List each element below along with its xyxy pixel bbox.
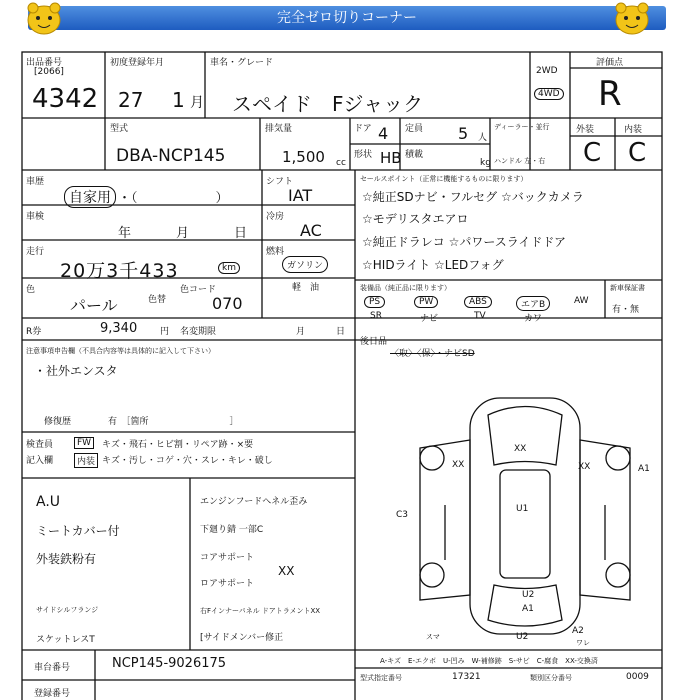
remark-right-mark: XX [278, 564, 295, 578]
recycle-label: R券 [26, 327, 42, 337]
equip-tv: TV [474, 311, 486, 321]
diagram-mark-xx-top: XX [514, 444, 527, 454]
grade-int-value: C [628, 138, 647, 168]
registration-label: 初度登録年月 [110, 58, 165, 68]
fuel-alt: 軽 油 [292, 283, 320, 293]
equip-aw: AW [574, 296, 589, 306]
remark-right-2: 下廻り錆 一部C [200, 525, 264, 535]
ac-label: 冷房 [266, 212, 285, 222]
grade-ext-label: 外装 [576, 125, 595, 135]
diagram-mark-u2-rear: U2 [516, 632, 529, 642]
model-label: 型式 [110, 124, 129, 134]
color-value: パール [70, 296, 118, 315]
capacity-unit: 人 [478, 133, 488, 143]
fw-text: キズ・飛石・ヒビ割・リペア跡・×要 [102, 440, 254, 450]
sellpoint-2: ☆モデリスタエアロ [362, 212, 469, 226]
remark-left-1: A.U [36, 494, 61, 510]
inspection-year-unit: 年 [118, 226, 132, 241]
sellpoint-3: ☆純正ドラレコ ☆パワースライドドア [362, 235, 567, 249]
color-code: 070 [212, 294, 243, 313]
fw-tag: FW [74, 437, 94, 449]
remark-left-3: 外装鉄粉有 [36, 552, 97, 566]
notes-entry: ・社外エンスタ [34, 364, 118, 378]
model-designation-value: 17321 [452, 672, 481, 682]
remark-right-5: 右Fインナーパネル ドアトラメントXX [200, 607, 321, 615]
equip-navi: ナビ [420, 314, 439, 324]
grade-ext-value: C [583, 138, 602, 168]
category-rest: ・（ ） [118, 191, 229, 206]
banner-title: 完全ゼロ切りコーナー [277, 10, 417, 26]
diagram-legend: A-キズ E-エクボ U-凹み W-補修跡 S-サビ C-腐食 XX-交換済 [380, 657, 598, 665]
dealer-line2: ハンドル 左・右 [494, 157, 546, 165]
model-designation-label: 型式指定番号 [360, 674, 402, 682]
plate-label: 車台番号 [34, 663, 71, 673]
aftermarket-value: 〈取〉〈保〉・ナビSD [390, 349, 475, 359]
engine-label: 排気量 [265, 124, 293, 134]
remark-right-3: コアサポート [200, 553, 255, 563]
category-label: 車歴 [26, 177, 45, 187]
engine-unit: cc [336, 158, 346, 168]
shift-value: IAT [288, 186, 313, 205]
repair-label: 修復歴 [44, 417, 72, 427]
inspector-label1: 検査員 [26, 440, 54, 450]
capacity-value: 5 [458, 124, 469, 143]
category-value: 自家用 [64, 186, 116, 208]
color-label: 色 [26, 285, 36, 295]
diagram-mark-crack: ワレ [576, 639, 590, 647]
diagram-mark-a1-rear: A1 [522, 604, 534, 614]
in-tag: 内装 [74, 453, 98, 468]
mileage-value: 20万3千433 [60, 260, 179, 282]
class-label: 類別区分番号 [530, 674, 572, 682]
equip-abs: ABS [464, 296, 492, 308]
shift-label: シフト [266, 177, 294, 187]
diagram-mark-smartkey: スマ [426, 633, 440, 641]
equipment-label: 装備品（純正品に限ります） [360, 284, 451, 292]
equip-sr: SR [370, 311, 382, 321]
registration-year: 27 [118, 88, 144, 112]
doors-value: 4 [378, 124, 389, 143]
lot-code: [2066] [34, 67, 64, 77]
remark-right-6: [サイドメンバー修正 [200, 633, 284, 643]
diagram-mark-u2: U2 [522, 590, 535, 600]
warranty-label: 新車保証書 [610, 284, 645, 292]
model-value: DBA-NCP145 [116, 146, 226, 166]
lot-number: 4342 [32, 84, 99, 114]
plate-value: NCP145-9026175 [112, 656, 227, 671]
engine-value: 1,500 [282, 148, 325, 166]
color-change-label: 色替 [148, 295, 167, 305]
grade-label: 評価点 [596, 58, 624, 68]
sellpoint-4: ☆HIDライト ☆LEDフォグ [362, 258, 504, 272]
in-text: キズ・汚し・コゲ・穴・スレ・キレ・破し [102, 456, 273, 466]
inspection-month-unit: 月 [176, 226, 190, 241]
equip-leather: カワ [524, 314, 543, 324]
shape-value: HB [380, 149, 402, 167]
recycle-value: 9,340 [100, 321, 138, 336]
recycle-day-unit: 日 [336, 327, 346, 337]
remark-right-1: エンジンフードへネル歪み [200, 497, 308, 507]
inspector-label2: 記入欄 [26, 456, 54, 466]
aftermarket-label: 後日品 [360, 337, 388, 347]
remark-right-4: ロアサポート [200, 579, 255, 589]
color-code-label: 色コード [180, 285, 217, 295]
diagram-mark-xx-right: XX [578, 462, 591, 472]
grade-value: R [598, 74, 622, 114]
remark-left-4: サイドシルフランジ [36, 606, 99, 614]
drive-2wd: 2WD [536, 66, 558, 76]
bottom-label: 登録番号 [34, 689, 71, 699]
recycle-deadline-label: 名変期限 [180, 327, 217, 337]
registration-month: 1 [172, 88, 185, 112]
diagram-mark-c3: C3 [396, 510, 409, 520]
doors-label: ドア [354, 124, 372, 134]
fuel-label: 燃料 [266, 247, 285, 257]
sellpoint-label: セールスポイント（正常に機能するものに限ります） [360, 175, 528, 183]
diagram-mark-xx-left: XX [452, 460, 465, 470]
recycle-month-unit: 月 [296, 327, 306, 337]
warranty-value: 有・無 [612, 305, 640, 315]
sellpoint-1: ☆純正SDナビ・フルセグ ☆バックカメラ [362, 190, 584, 204]
capacity-label: 定員 [405, 124, 424, 134]
notes-label: 注意事項申告欄（不具合内容等は具体的に記入して下さい） [26, 347, 215, 355]
mileage-unit: km [218, 262, 240, 274]
diagram-mark-a1-right: A1 [638, 464, 650, 474]
car-name: スペイド Fジャック [232, 92, 424, 116]
ac-value: AC [300, 221, 322, 240]
inspection-label: 車検 [26, 212, 45, 222]
equip-airbag: エアB [516, 296, 550, 311]
remark-left-5: スケットレスT [36, 635, 95, 645]
grade-int-label: 内装 [624, 125, 643, 135]
mileage-label: 走行 [26, 247, 45, 257]
shape-label: 形状 [354, 150, 373, 160]
lot-label: 出品番号 [26, 58, 63, 68]
equip-ps: PS [364, 296, 385, 308]
drive-4wd: 4WD [534, 88, 564, 100]
remark-left-2: ミートカバー付 [36, 524, 120, 538]
recycle-unit: 円 [160, 327, 170, 337]
load-label: 積載 [405, 150, 424, 160]
equip-pw: PW [414, 296, 438, 308]
car-name-label: 車名・グレード [210, 58, 274, 68]
inspection-day-unit: 日 [234, 226, 248, 241]
registration-month-unit: 月 [190, 95, 204, 111]
class-value: 0009 [626, 672, 649, 682]
fuel-value: ガソリン [282, 256, 328, 273]
load-unit: kg [480, 158, 491, 168]
dealer-line1: ディーラー・並行 [494, 123, 550, 131]
diagram-mark-u1: U1 [516, 504, 529, 514]
diagram-mark-a2: A2 [572, 626, 584, 636]
repair-value: 有 ［箇所 ］ [108, 417, 239, 427]
